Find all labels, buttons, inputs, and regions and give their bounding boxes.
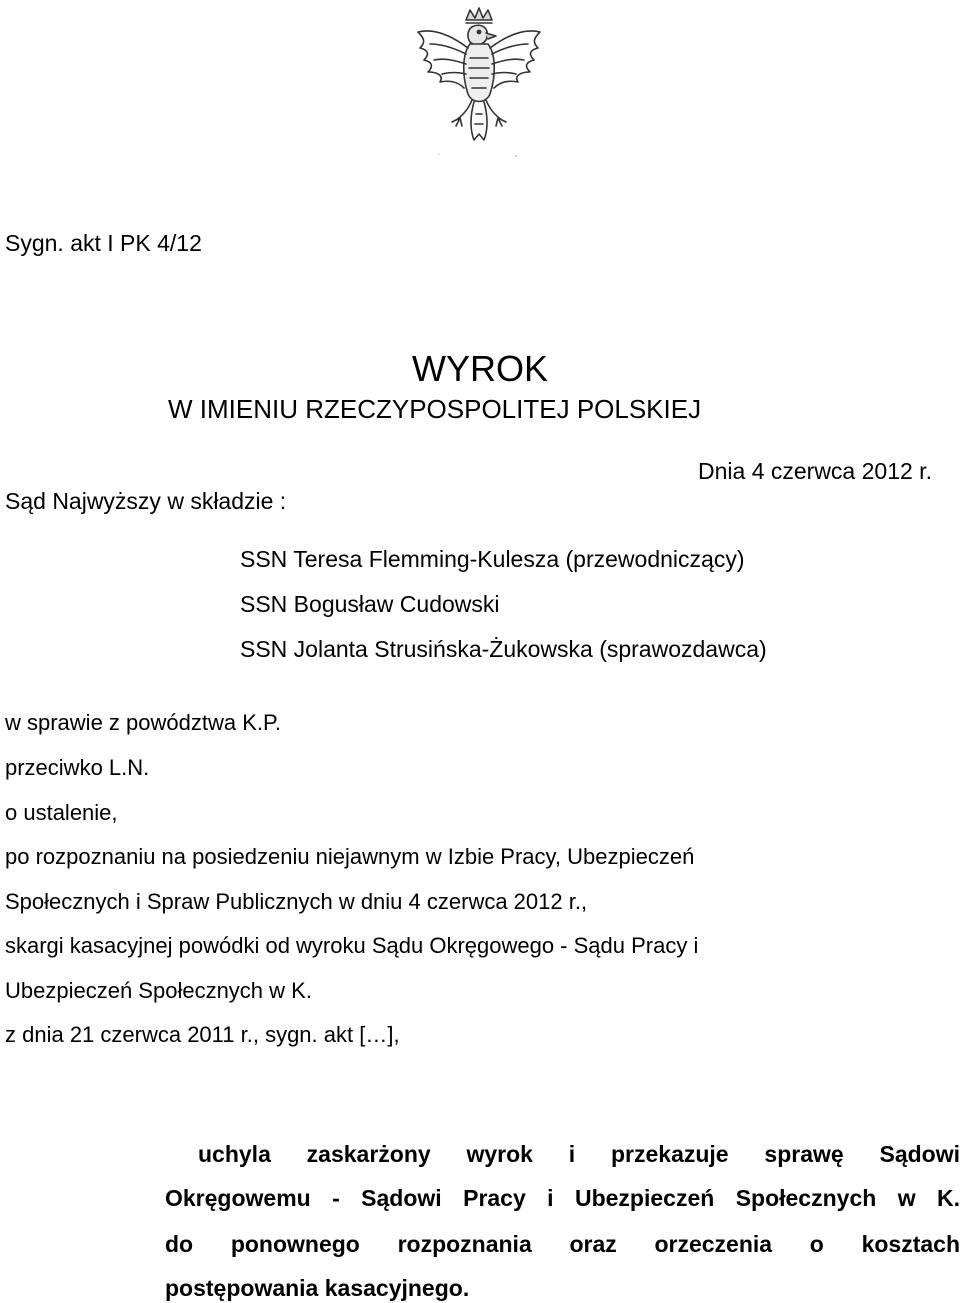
verdict-line-2: Okręgowemu - Sądowi Pracy i Ubezpieczeń Społecznych w K. xyxy=(165,1185,960,1211)
verdict-line-4: postępowania kasacyjnego. xyxy=(165,1275,470,1301)
case-plaintiff: w sprawie z powództwa K.P. xyxy=(5,710,281,735)
case-reference: z dnia 21 czerwca 2011 r., sygn. akt […], xyxy=(5,1022,400,1047)
case-appeal-line-2: Ubezpieczeń Społecznych w K. xyxy=(5,978,312,1003)
judge-member: SSN Bogusław Cudowski xyxy=(240,591,500,617)
judge-rapporteur: SSN Jolanta Strusińska-Żukowska (sprawozdawca) xyxy=(240,636,767,662)
case-appeal-line-1: skargi kasacyjnej powódki od wyroku Sądu Okręgowego - Sądu Pracy i xyxy=(5,933,699,958)
case-session-line-2: Społecznych i Spraw Publicznych w dniu 4 czerwca 2012 r., xyxy=(5,889,588,914)
judge-presiding: SSN Teresa Flemming-Kulesza (przewodniczący) xyxy=(240,546,745,572)
case-subject: o ustalenie, xyxy=(5,800,118,825)
verdict-line-3: do ponownego rozpoznania oraz orzeczenia o kosztach xyxy=(165,1231,960,1257)
document-title: WYROK xyxy=(411,348,548,389)
case-session-line-1: po rozpoznaniu na posiedzeniu niejawnym w Izbie Pracy, Ubezpieczeń xyxy=(5,844,695,869)
case-number: Sygn. akt I PK 4/12 xyxy=(5,230,202,256)
polish-eagle-emblem-icon xyxy=(404,6,554,166)
judgment-date: Dnia 4 czerwca 2012 r. xyxy=(698,458,932,484)
case-defendant: przeciwko L.N. xyxy=(5,755,150,780)
court-composition-label: Sąd Najwyższy w składzie : xyxy=(5,488,287,514)
verdict-line-1: uchyla zaskarżony wyrok i przekazuje sprawę Sądowi xyxy=(198,1141,960,1167)
document-subtitle: W IMIENIU RZECZYPOSPOLITEJ POLSKIEJ xyxy=(168,394,702,424)
